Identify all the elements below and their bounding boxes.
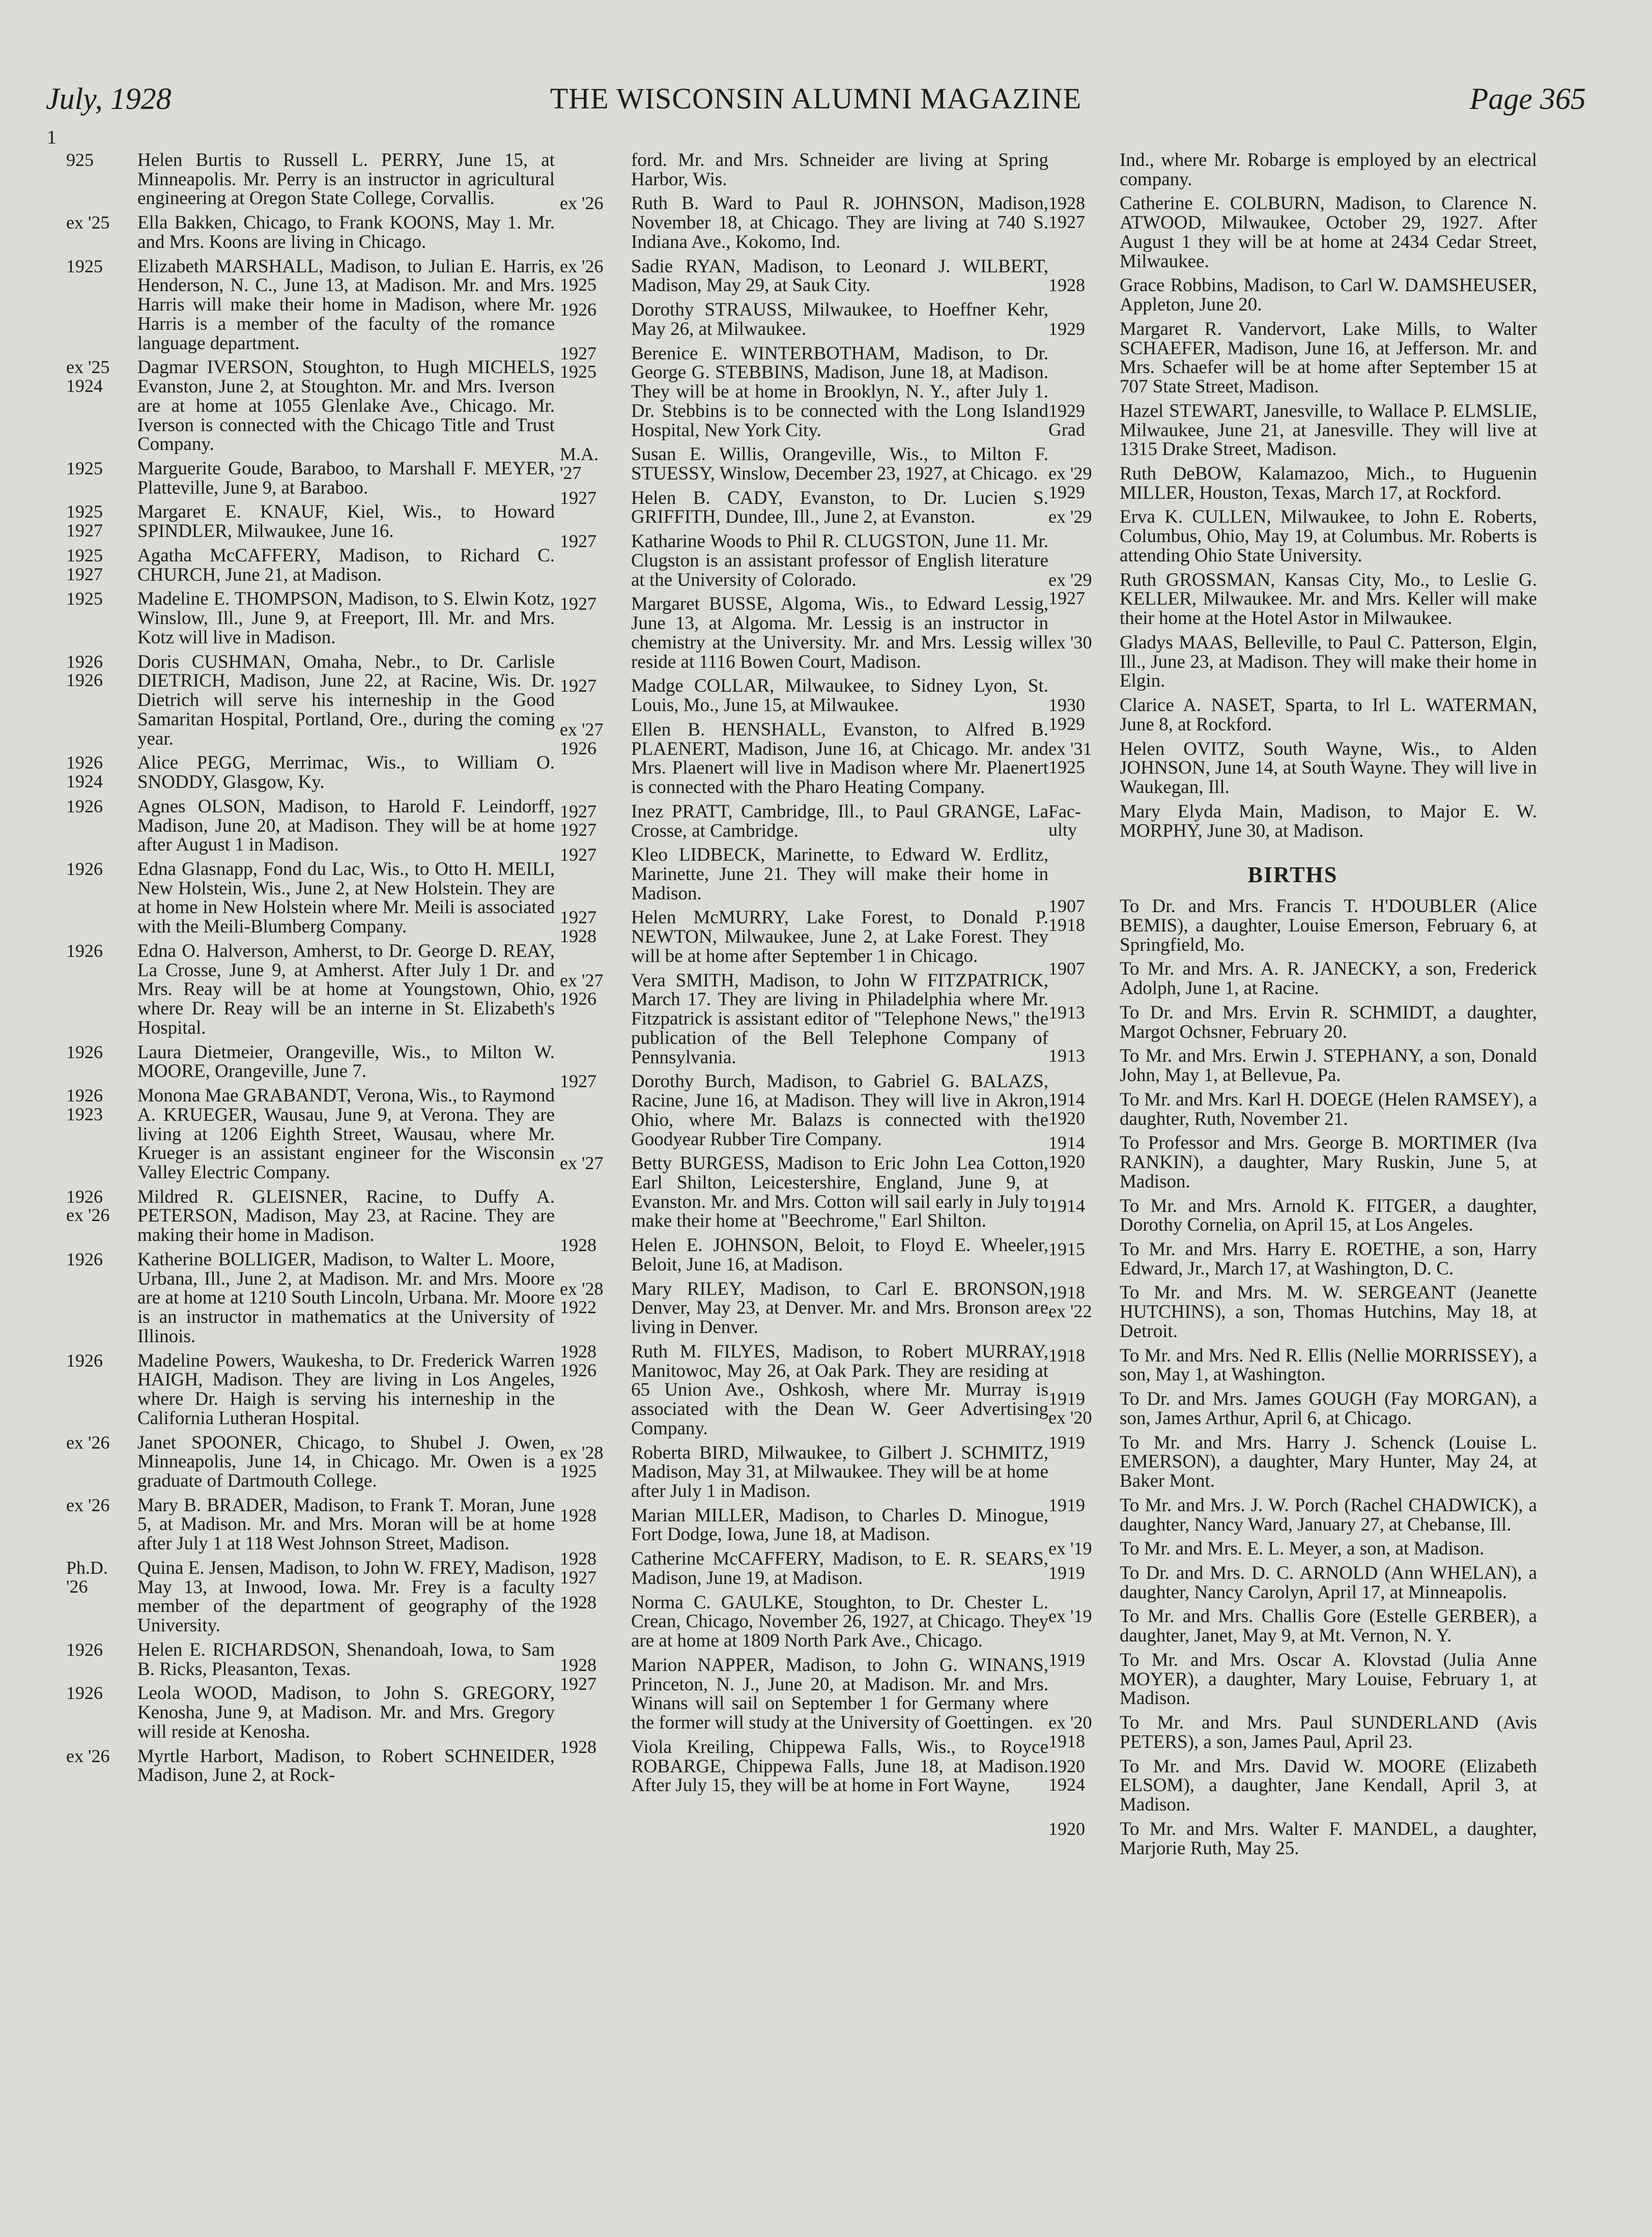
marriage-entry — [1048, 571, 1537, 628]
marriage-entry — [1048, 740, 1537, 797]
class-year: 1927 1927 — [560, 801, 596, 840]
entry-text: To Mr. and Mrs. Oscar A. Klovstad (Julia Anne MOYER), a daughter, Mary Louise, February 1, at Madison. — [1120, 1649, 1537, 1709]
entry-text: Viola Kreiling, Chippewa Falls, Wis., to Royce ROBARGE, Chippewa Falls, June 18, at Madison. After July 15, they will be at home in Fort Wayne, — [631, 1736, 1048, 1796]
marriage-entry — [560, 676, 1048, 715]
entry-text: Kleo LIDBECK, Marinette, to Edward W. Erdlitz, Marinette, June 21. They will make their home in Madison. — [631, 844, 1048, 904]
marriage-entry — [1048, 276, 1537, 314]
class-year: 1928 — [560, 1235, 596, 1256]
class-year: 1919 — [1048, 1432, 1085, 1453]
entry-text: Sadie RYAN, Madison, to Leonard J. WILBERT, Madison, May 29, at Sauk City. — [631, 256, 1048, 296]
marriage-entry — [560, 445, 1048, 483]
class-year: 1927 1928 — [560, 907, 596, 947]
entry-text: Catherine E. COLBURN, Madison, to Clarence N. ATWOOD, Milwaukee, October 29, 1927. After August 1 they will be at home at 2434 Cedar Street, Milwaukee. — [1120, 193, 1537, 272]
entry-text: Clarice A. NASET, Sparta, to Irl L. WATERMAN, June 8, at Rockford. — [1120, 695, 1537, 735]
birth-entry — [1048, 1046, 1537, 1085]
entry-text: Helen E. RICHARDSON, Shenandoah, Iowa, to Sam B. Ricks, Pleasanton, Texas. — [137, 1639, 555, 1680]
marriage-entry — [1048, 633, 1537, 691]
entry-text: To Professor and Mrs. George B. MORTIMER (Iva RANKIN), a daughter, Mary Ruskin, June 5, at Madison. — [1120, 1132, 1537, 1192]
marriage-entry — [560, 1342, 1048, 1438]
class-year: 1925 1927 — [66, 501, 103, 541]
birth-entry — [1048, 1651, 1537, 1708]
entry-text: To Mr. and Mrs. Harry E. ROETHE, a son, Harry Edward, Jr., March 17, at Washington, D. C. — [1120, 1238, 1537, 1279]
birth-entry — [1048, 1496, 1537, 1534]
class-year: 1928 1927 — [560, 1548, 596, 1588]
entry-text: Monona Mae GRABANDT, Verona, Wis., to Raymond A. KRUEGER, Wausau, June 9, at Verona. They are living at 1206 Eighth Street, Wausau, where Mr. Krueger is an assistant engineer for the Wisconsin Valley Electric Company. — [137, 1085, 555, 1183]
class-year: 1918 ex '22 — [1048, 1282, 1092, 1322]
class-year: ex '28 1922 — [560, 1278, 604, 1318]
entry-text: Erva K. CULLEN, Milwaukee, to John E. Roberts, Columbus, Ohio, May 19, at Columbus. Mr. Roberts is attending Ohio State University. — [1120, 506, 1537, 566]
class-year: 1929 — [1048, 318, 1085, 339]
entry-text: To Mr. and Mrs. Paul SUNDERLAND (Avis PETERS), a son, James Paul, April 23. — [1120, 1712, 1537, 1752]
class-year: 1926 1924 — [66, 752, 103, 792]
entry-text: Berenice E. WINTERBOTHAM, Madison, to Dr. George G. STEBBINS, Madison, June 18, at Madison. They will be at home in Brooklyn, N. Y., after July 1. Dr. Stebbins is to be connected with the Long Island Hospital, New York City. — [631, 343, 1048, 441]
birth-entry — [1048, 1564, 1537, 1602]
entry-text: Alice PEGG, Merrimac, Wis., to William O. SNODDY, Glasgow, Ky. — [137, 752, 555, 793]
marriage-entry — [66, 213, 555, 251]
class-year: 1925 — [66, 458, 103, 479]
marriage-entry — [66, 151, 555, 208]
class-year: 1926 — [66, 1041, 103, 1062]
class-year: 1927 — [560, 487, 596, 508]
corner-mark: 1 — [47, 127, 56, 148]
entry-text: Hazel STEWART, Janesville, to Wallace P. ELMSLIE, Milwaukee, June 21, at Janesville. They will live at 1315 Drake Street, Madison. — [1120, 400, 1537, 460]
birth-entry — [1048, 1433, 1537, 1491]
marriage-entry — [66, 257, 555, 353]
class-year: 1926 — [66, 1683, 103, 1704]
class-year: ex '26 — [66, 1432, 110, 1453]
marriage-entry — [560, 1506, 1048, 1544]
marriage-entry — [66, 1496, 555, 1553]
marriage-entry — [1048, 320, 1537, 397]
entry-text: Myrtle Harbort, Madison, to Robert SCHNEIDER, Madison, June 2, at Rock- — [137, 1745, 555, 1786]
entry-text: Norma C. GAULKE, Stoughton, to Dr. Chester L. Crean, Chicago, November 26, 1927, at Chicago. They are at home at 1809 North Park Ave., Chicago. — [631, 1592, 1048, 1652]
entry-text: Katharine Woods to Phil R. CLUGSTON, June 11. Mr. Clugston is an assistant professor of English literature at the University of Colorado. — [631, 531, 1048, 590]
marriage-entry — [560, 1593, 1048, 1651]
class-year: 1926 1926 — [66, 651, 103, 691]
entry-text: Laura Dietmeier, Orangeville, Wis., to Milton W. MOORE, Orangeville, June 7. — [137, 1041, 555, 1082]
birth-entry — [1048, 959, 1537, 998]
class-year: ex '30 — [1048, 632, 1092, 653]
class-year: 1919 — [1048, 1649, 1085, 1670]
entry-text: Mildred R. GLEISNER, Racine, to Duffy A. PETERSON, Madison, May 23, at Racine. They are making their home in Madison. — [137, 1186, 555, 1246]
class-year: 1926 ex '26 — [66, 1186, 110, 1226]
entry-text: Helen McMURRY, Lake Forest, to Donald P. NEWTON, Milwaukee, June 2, at Lake Forest. They will be at home after September 1 in Chicago. — [631, 907, 1048, 967]
marriages-continued — [1048, 151, 1537, 840]
marriage-entry — [66, 1747, 555, 1785]
class-year: 1926 — [66, 1249, 103, 1269]
entry-text: To Mr. and Mrs. Harry J. Schenck (Louise L. EMERSON), a daughter, Mary Hunter, May 24, at Baker Mont. — [1120, 1432, 1537, 1492]
entry-text: To Mr. and Mrs. Walter F. MANDEL, a daughter, Marjorie Ruth, May 25. — [1120, 1818, 1537, 1859]
birth-entry — [1048, 1607, 1537, 1645]
birth-entry — [1048, 897, 1537, 954]
class-year: 1930 1929 — [1048, 695, 1085, 734]
birth-entry — [1048, 1713, 1537, 1751]
class-year: ex '26 — [560, 193, 604, 214]
marriage-entry — [560, 344, 1048, 440]
marriage-entry — [66, 753, 555, 791]
class-year: 1920 1924 — [1048, 1755, 1085, 1795]
class-year: ex '28 1925 — [560, 1442, 604, 1482]
marriage-entry — [1048, 194, 1537, 271]
class-year: 1920 — [1048, 1818, 1085, 1839]
entry-text: Helen Burtis to Russell L. PERRY, June 15, at Minneapolis. Mr. Perry is an instructor in agricultural engineering at Oregon State College, Corvallis. — [137, 150, 555, 209]
entry-text: Edna Glasnapp, Fond du Lac, Wis., to Otto H. MEILI, New Holstein, Wis., June 2, at New Holstein. They are at home in New Holstein where Mr. Meili is associated with the Meili-Blumberg Company. — [137, 858, 555, 938]
marriage-entry — [560, 1236, 1048, 1274]
entry-text: Madeline E. THOMPSON, Madison, to S. Elwin Kotz, Winslow, Ill., June 9, at Freeport, Ill. Mr. and Mrs. Kotz will live in Madison. — [137, 588, 555, 648]
class-year: ex '25 1924 — [66, 357, 110, 397]
class-year: 1925 1927 — [66, 545, 103, 584]
entry-text: Betty BURGESS, Madison to Eric John Lea Cotton, Earl Shilton, Leicestershire, England, June 9, at Evanston. Mr. and Mrs. Cotton will sail early in July to make their home at "Beechrome," Earl Shilton. — [631, 1153, 1048, 1232]
class-year: Fac- ulty — [1048, 801, 1081, 840]
entry-text: To Dr. and Mrs. D. C. ARNOLD (Ann WHELAN), a daughter, Nancy Carolyn, April 17, at Minneapolis. — [1120, 1563, 1537, 1603]
marriage-entry — [66, 358, 555, 454]
class-year: 1928 — [560, 1736, 596, 1757]
birth-entry — [1048, 1197, 1537, 1235]
class-year: 1928 1927 — [560, 1654, 596, 1694]
class-year: 1928 — [560, 1592, 596, 1612]
class-year: M.A. '27 — [560, 444, 599, 483]
marriage-entry — [560, 971, 1048, 1067]
marriage-entry — [560, 908, 1048, 966]
entry-text: Helen B. CADY, Evanston, to Dr. Lucien S. GRIFFITH, Dundee, Ill., June 2, at Evanston. — [631, 487, 1048, 528]
class-year: Ph.D. '26 — [66, 1557, 108, 1597]
entry-text: To Mr. and Mrs. M. W. SERGEANT (Jeanette HUTCHINS), a son, Thomas Hutchins, May 18, at Detroit. — [1120, 1282, 1537, 1342]
class-year: ex '31 1925 — [1048, 738, 1092, 778]
column-right — [1048, 151, 1537, 1863]
class-year: 1926 — [66, 858, 103, 879]
marriage-entry — [66, 1640, 555, 1679]
class-year: 1928 1926 — [560, 1341, 596, 1380]
entry-text: Susan E. Willis, Orangeville, Wis., to Milton F. STUESSY, Winslow, December 23, 1927, at Chicago. — [631, 444, 1048, 485]
class-year: 1926 — [66, 796, 103, 816]
entry-text: To Mr. and Mrs. Karl H. DOEGE (Helen RAMSEY), a daughter, Ruth, November 21. — [1120, 1089, 1537, 1129]
issue-date: July, 1928 — [46, 82, 172, 116]
marriage-entry — [560, 1443, 1048, 1501]
class-year: ex '29 1929 — [1048, 463, 1092, 502]
marriage-entry — [560, 1738, 1048, 1795]
class-year: 1929 Grad — [1048, 400, 1085, 440]
marriage-entry — [66, 502, 555, 541]
entry-text: Mary B. BRADER, Madison, to Frank T. Moran, June 5, at Madison. Mr. and Mrs. Moran will be at home after July 1 at 118 West Johnson Street, Madison. — [137, 1494, 555, 1554]
class-year: 1914 1920 — [1048, 1089, 1085, 1128]
entry-text: Helen E. JOHNSON, Beloit, to Floyd E. Wheeler, Beloit, June 16, at Madison. — [631, 1235, 1048, 1275]
class-year: 1926 — [66, 1350, 103, 1371]
class-year: 1926 — [66, 1639, 103, 1660]
class-year: 1919 — [1048, 1494, 1085, 1515]
entry-text: Marion NAPPER, Madison, to John G. WINANS, Princeton, N. J., June 20, at Madison. Mr. and Mrs. Winans will sail on September 1 for Germany where the former will study at the University of Goettingen. — [631, 1654, 1048, 1734]
birth-entry — [1048, 1283, 1537, 1341]
class-year: 1907 — [1048, 958, 1085, 979]
entry-text: Elizabeth MARSHALL, Madison, to Julian E. Harris, Henderson, N. C., June 13, at Madison. Mr. and Mrs. Harris will make their home in Madison, where Mr. Harris is a member of the faculty of the romance language department. — [137, 256, 555, 354]
class-year: 1926 — [560, 299, 596, 320]
marriage-entry — [560, 802, 1048, 840]
class-year: 1928 1927 — [1048, 193, 1085, 233]
class-year: 1914 1920 — [1048, 1132, 1085, 1172]
entry-text: To Mr. and Mrs. Arnold K. FITGER, a daughter, Dorothy Cornelia, on April 15, at Los Angeles. — [1120, 1195, 1537, 1236]
entry-text: To Dr. and Mrs. Ervin R. SCHMIDT, a daughter, Margot Ochsner, February 20. — [1120, 1002, 1537, 1042]
birth-entry — [1048, 1134, 1537, 1191]
entry-text: Katherine BOLLIGER, Madison, to Walter L. Moore, Urbana, Ill., June 2, at Madison. Mr. and Mrs. Moore are at home at 1210 South Lincoln, Urbana. Mr. Moore is an instructor in mathematics at the University of Illinois. — [137, 1249, 555, 1347]
entry-text: Grace Robbins, Madison, to Carl W. DAMSHEUSER, Appleton, June 20. — [1120, 275, 1537, 316]
entry-text: To Mr. and Mrs. Erwin J. STEPHANY, a son, Donald John, May 1, at Bellevue, Pa. — [1120, 1045, 1537, 1086]
marriage-entry — [560, 720, 1048, 797]
entry-text: Agnes OLSON, Madison, to Harold F. Leindorff, Madison, June 20, at Madison. They will be at home after August 1 in Madison. — [137, 796, 555, 856]
marriage-entry — [66, 1043, 555, 1081]
class-year: 1927 — [560, 531, 596, 552]
marriage-entry — [1048, 464, 1537, 502]
entry-text: Ruth B. Ward to Paul R. JOHNSON, Madison, November 18, at Chicago. They are living at 740 S. Indiana Ave., Kokomo, Ind. — [631, 193, 1048, 252]
entry-text: Agatha McCAFFERY, Madison, to Richard C. CHURCH, June 21, at Madison. — [137, 545, 555, 585]
class-year: 1927 — [560, 1071, 596, 1092]
class-year: 1927 — [560, 844, 596, 865]
entry-text: Gladys MAAS, Belleville, to Paul C. Patterson, Elgin, Ill., June 23, at Madison. They will make their home in Elgin. — [1120, 632, 1537, 692]
class-year: ex '29 — [1048, 506, 1092, 527]
entry-text: To Dr. and Mrs. James GOUGH (Fay MORGAN), a son, James Arthur, April 6, at Chicago. — [1120, 1389, 1537, 1429]
class-year: 1928 — [560, 1505, 596, 1525]
class-year: 1925 — [66, 256, 103, 276]
birth-entry — [1048, 1240, 1537, 1278]
class-year: 925 — [66, 150, 94, 170]
magazine-title: THE WISCONSIN ALUMNI MAGAZINE — [550, 82, 1082, 115]
entry-text: Mary Elyda Main, Madison, to Major E. W. MORPHY, June 30, at Madison. — [1120, 801, 1537, 841]
entry-text: Helen OVITZ, South Wayne, Wis., to Alden JOHNSON, June 14, at South Wayne. They will live in Waukegan, Ill. — [1120, 738, 1537, 798]
class-year: ex '26 — [66, 1494, 110, 1515]
marriage-entry — [66, 1187, 555, 1245]
marriage-entry — [560, 1154, 1048, 1231]
entry-text: Janet SPOONER, Chicago, to Shubel J. Owen, Minneapolis, June 14, in Chicago. Mr. Owen is a graduate of Dartmouth College. — [137, 1432, 555, 1491]
class-year: ex '20 1918 — [1048, 1712, 1092, 1751]
class-year: 1918 — [1048, 1345, 1085, 1366]
marriage-entry — [560, 845, 1048, 903]
marriage-entry — [66, 1250, 555, 1346]
entry-text: To Dr. and Mrs. Francis T. H'DOUBLER (Alice BEMIS), a daughter, Louise Emerson, February 6, at Springfield, Mo. — [1120, 896, 1537, 955]
marriage-entry — [560, 257, 1048, 295]
entry-text: Mary RILEY, Madison, to Carl E. BRONSON, Denver, May 23, at Denver. Mr. and Mrs. Bronson are living in Denver. — [631, 1278, 1048, 1338]
marriage-entry — [560, 489, 1048, 527]
class-year: ex '27 1926 — [560, 719, 604, 758]
class-year: 1907 1918 — [1048, 896, 1085, 935]
birth-entry — [1048, 1539, 1537, 1559]
marriage-entry — [66, 546, 555, 584]
entry-text: Dagmar IVERSON, Stoughton, to Hugh MICHELS, Evanston, June 2, at Stoughton. Mr. and Mrs. Iverson are at home at 1055 Glenlake Ave., Chicago. Mr. Iverson is connected with the Chicago Title and Trust Company. — [137, 357, 555, 455]
entry-text: Ruth DeBOW, Kalamazoo, Mich., to Huguenin MILLER, Houston, Texas, March 17, at Rockford. — [1120, 463, 1537, 503]
marriage-entry — [1048, 507, 1537, 565]
entry-text: ford. Mr. and Mrs. Schneider are living at Spring Harbor, Wis. — [631, 150, 1048, 190]
class-year: ex '26 — [66, 1745, 110, 1766]
entry-text: Edna O. Halverson, Amherst, to Dr. George D. REAY, La Crosse, June 9, at Amherst. After July 1 Dr. and Mrs. Reay will be at home at Youngstown, Ohio, where Dr. Reay will be an interne in St. Elizabeth's Hospital. — [137, 940, 555, 1038]
marriage-entry — [560, 532, 1048, 589]
entry-text: Quina E. Jensen, Madison, to John W. FREY, Madison, May 13, at Inwood, Iowa. Mr. Frey is a faculty member of the department of geography of the University. — [137, 1557, 555, 1636]
page-header — [46, 81, 1586, 127]
entry-text: Leola WOOD, Madison, to John S. GREGORY, Kenosha, June 9, at Madison. Mr. and Mrs. Gregory will reside at Kenosha. — [137, 1683, 555, 1742]
births-list — [1048, 897, 1537, 1858]
marriage-entry — [66, 860, 555, 937]
class-year: 1915 — [1048, 1238, 1085, 1259]
marriage-entry — [66, 459, 555, 497]
entry-text: Ruth GROSSMAN, Kansas City, Mo., to Leslie G. KELLER, Milwaukee. Mr. and Mrs. Keller will make their home at the Hotel Astor in Milwaukee. — [1120, 569, 1537, 629]
column-left — [66, 151, 555, 1790]
marriage-entry — [560, 1072, 1048, 1149]
entry-text: Ind., where Mr. Robarge is employed by an electrical company. — [1120, 150, 1537, 190]
birth-entry — [1048, 1390, 1537, 1428]
class-year: 1919 — [1048, 1563, 1085, 1583]
entry-text: Margaret BUSSE, Algoma, Wis., to Edward Lessig, June 13, at Algoma. Mr. Lessig is an instructor in chemistry at the University. Mr. and Mrs. Lessig will reside at 1116 Bowen Court, Madison. — [631, 593, 1048, 672]
entry-text: To Mr. and Mrs. A. R. JANECKY, a son, Frederick Adolph, June 1, at Racine. — [1120, 958, 1537, 999]
class-year: ex '26 1925 — [560, 256, 604, 295]
marriage-entry — [66, 589, 555, 647]
column-middle — [560, 151, 1048, 1800]
class-year: 1926 1923 — [66, 1085, 103, 1124]
entry-text: Madge COLLAR, Milwaukee, to Sidney Lyon, St. Louis, Mo., June 15, at Milwaukee. — [631, 675, 1048, 716]
birth-entry — [1048, 1346, 1537, 1384]
class-year: 1914 — [1048, 1195, 1085, 1216]
birth-entry — [1048, 1003, 1537, 1041]
class-year: ex '25 — [66, 212, 110, 233]
marriage-entry — [1048, 402, 1537, 459]
entry-text: Doris CUSHMAN, Omaha, Nebr., to Dr. Carlisle DIETRICH, Madison, June 22, at Racine, Wis. Dr. Dietrich will serve his interneship in the Good Samaritan Hospital, Portland, Ore., during the coming year. — [137, 651, 555, 749]
marriage-entry — [66, 1351, 555, 1428]
marriage-entry — [1048, 696, 1537, 734]
entry-text: Marian MILLER, Madison, to Charles D. Minogue, Fort Dodge, Iowa, June 18, at Madison. — [631, 1505, 1048, 1545]
class-year: ex '19 — [1048, 1538, 1092, 1559]
entry-text: To Mr. and Mrs. Challis Gore (Estelle GERBER), a daughter, Janet, May 9, at Mt. Vernon, N. Y. — [1120, 1606, 1537, 1647]
entry-text: Madeline Powers, Waukesha, to Dr. Frederick Warren HAIGH, Madison. They are living in Los Angeles, where Dr. Haigh is serving his interneship in the California Lutheran Hospital. — [137, 1350, 555, 1429]
marriage-entry — [66, 1433, 555, 1491]
class-year: ex '27 1926 — [560, 970, 604, 1009]
entry-text: Dorothy Burch, Madison, to Gabriel G. BALAZS, Racine, June 16, at Madison. They will live in Akron, Ohio, where Mr. Balazs is connected with the Goodyear Rubber Tire Company. — [631, 1071, 1048, 1150]
class-year: 1913 — [1048, 1045, 1085, 1066]
births-heading: BIRTHS — [1247, 862, 1338, 888]
birth-entry — [1048, 1090, 1537, 1128]
birth-entry — [1048, 1820, 1537, 1858]
marriage-entry — [66, 653, 555, 749]
marriage-entry — [560, 1656, 1048, 1733]
marriage-entry — [560, 151, 1048, 189]
class-year: 1928 — [1048, 275, 1085, 296]
class-year: 1927 — [560, 675, 596, 696]
entry-text: Margaret R. Vandervort, Lake Mills, to Walter SCHAEFER, Madison, June 16, at Jefferson. Mr. and Mrs. Schaefer will be at home after September 15 at 707 State Street, Madison. — [1120, 318, 1537, 398]
marriage-entry — [560, 1549, 1048, 1588]
entry-text: Vera SMITH, Madison, to John W FITZPATRICK, March 17. They are living in Philadelphia where Mr. Fitzpatrick is assistant editor of "Telephone News," the publication of the Bell Telephone Company of Pennsylvania. — [631, 970, 1048, 1068]
class-year: ex '19 — [1048, 1606, 1092, 1627]
class-year: ex '29 1927 — [1048, 569, 1092, 609]
marriage-entry — [66, 1684, 555, 1741]
entry-text: To Mr. and Mrs. E. L. Meyer, a son, at Madison. — [1120, 1538, 1485, 1560]
entry-text: Catherine McCAFFERY, Madison, to E. R. SEARS, Madison, June 19, at Madison. — [631, 1548, 1048, 1589]
marriage-entry — [560, 594, 1048, 671]
page-number: Page 365 — [1469, 82, 1586, 116]
entry-text: Roberta BIRD, Milwaukee, to Gilbert J. SCHMITZ, Madison, May 31, at Milwaukee. They will be at home after July 1 in Madison. — [631, 1442, 1048, 1502]
marriage-entry — [1048, 151, 1537, 189]
class-year: 1926 — [66, 940, 103, 961]
class-year: 1927 — [560, 593, 596, 614]
entry-text: Ellen B. HENSHALL, Evanston, to Alfred B. PLAENERT, Madison, June 16, at Chicago. Mr. and Mrs. Plaenert will live in Madison where Mr. Plaenert is connected with the Pharo Heating Company. — [631, 719, 1048, 798]
entry-text: Ruth M. FILYES, Madison, to Robert MURRAY, Manitowoc, May 26, at Oak Park. They are residing at 65 Union Ave., Oshkosh, where Mr. Murray is associated with the Dean W. Geer Advertising Company. — [631, 1341, 1048, 1439]
entry-text: Dorothy STRAUSS, Milwaukee, to Hoeffner Kehr, May 26, at Milwaukee. — [631, 299, 1048, 339]
entry-text: To Mr. and Mrs. David W. MOORE (Elizabeth ELSOM), a daughter, Jane Kendall, April 3, at Madison. — [1120, 1755, 1537, 1816]
class-year: 1913 — [1048, 1002, 1085, 1023]
entry-text: Ella Bakken, Chicago, to Frank KOONS, May 1. Mr. and Mrs. Koons are living in Chicago. — [137, 212, 555, 252]
class-year: 1919 ex '20 — [1048, 1389, 1092, 1428]
entry-text: To Mr. and Mrs. J. W. Porch (Rachel CHADWICK), a daughter, Nancy Ward, January 27, at Chebanse, Ill. — [1120, 1494, 1537, 1535]
marriage-entry — [560, 194, 1048, 251]
entry-text: Inez PRATT, Cambridge, Ill., to Paul GRANGE, La Crosse, at Cambridge. — [631, 801, 1048, 841]
birth-entry — [1048, 1757, 1537, 1815]
class-year: 1927 1925 — [560, 343, 596, 382]
entry-text: Margaret E. KNAUF, Kiel, Wis., to Howard SPINDLER, Milwaukee, June 16. — [137, 501, 555, 542]
marriage-entry — [560, 1280, 1048, 1337]
class-year: ex '27 — [560, 1153, 604, 1174]
marriage-entry — [66, 797, 555, 855]
entry-text: Marguerite Goude, Baraboo, to Marshall F. MEYER, Platteville, June 9, at Baraboo. — [137, 458, 555, 498]
marriage-entry — [66, 942, 555, 1038]
entry-text: To Mr. and Mrs. Ned R. Ellis (Nellie MORRISSEY), a son, May 1, at Washington. — [1120, 1345, 1537, 1385]
marriage-entry — [66, 1086, 555, 1182]
marriage-entry — [560, 300, 1048, 338]
marriage-entry — [1048, 802, 1537, 840]
marriage-entry — [66, 1559, 555, 1635]
class-year: 1925 — [66, 588, 103, 609]
